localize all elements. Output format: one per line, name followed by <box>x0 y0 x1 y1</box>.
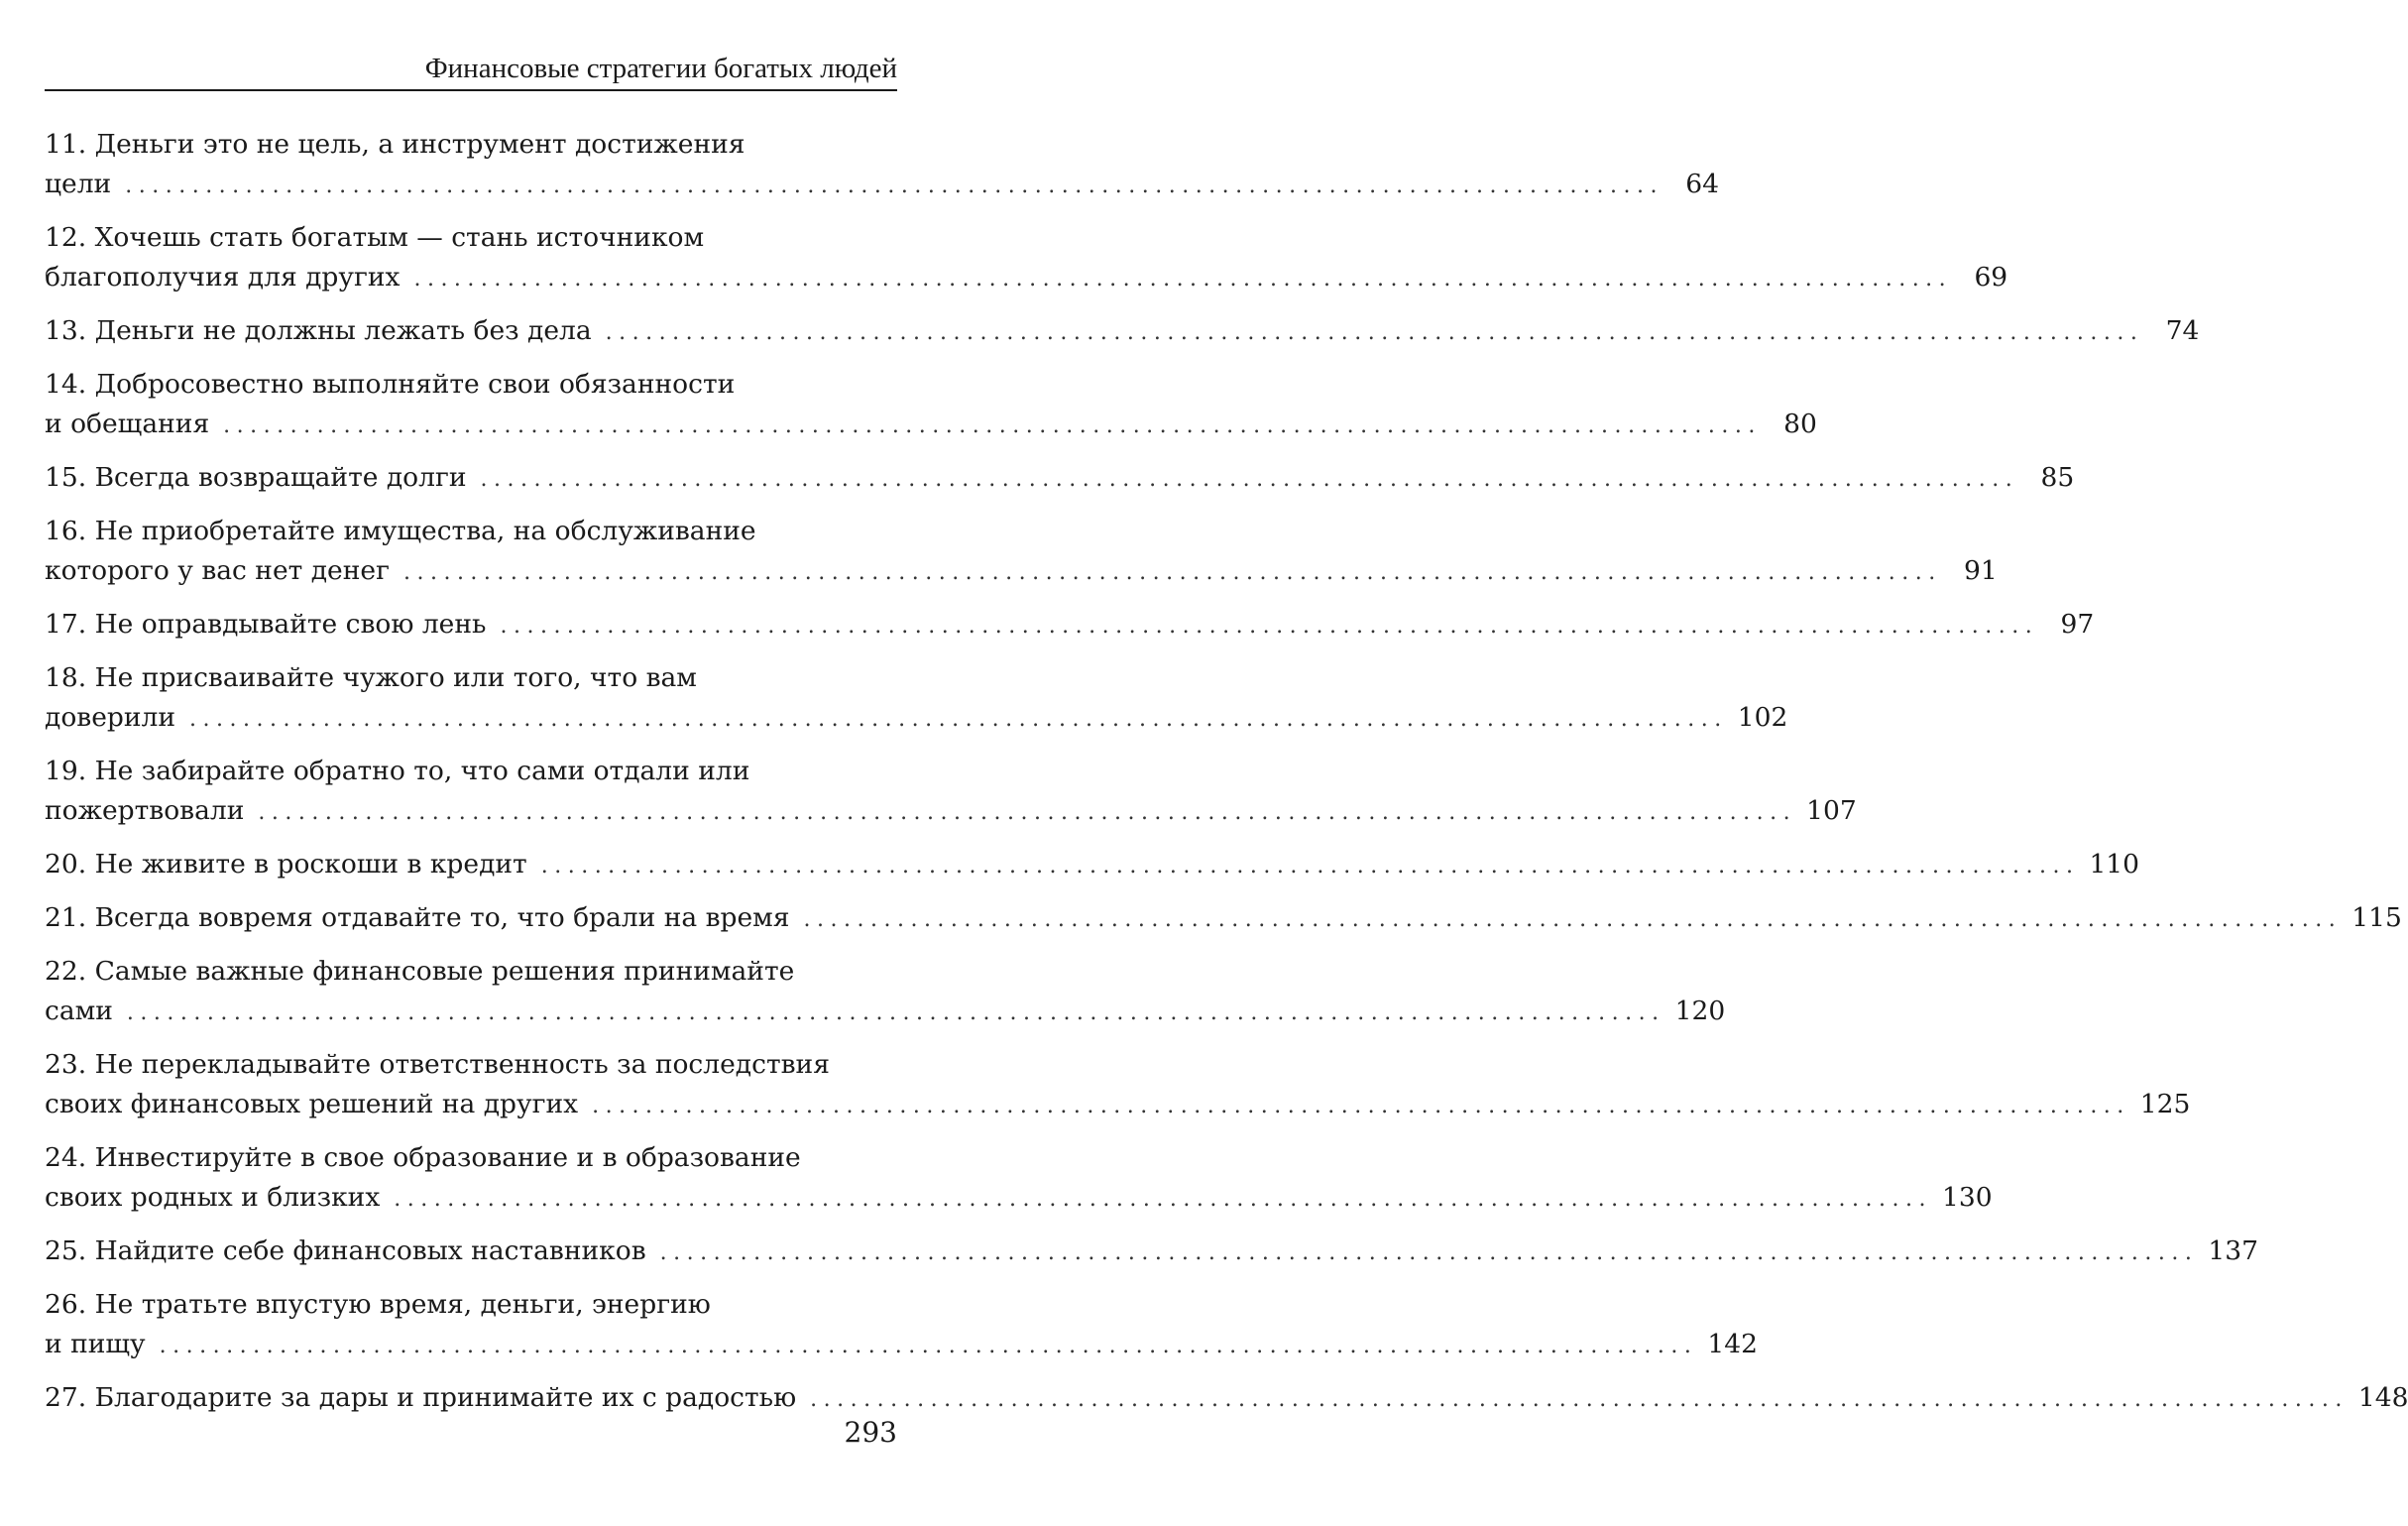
toc-page-number: 102 <box>1737 702 1788 733</box>
dot-leader: ................................................................................................................... <box>258 800 1797 825</box>
toc-entry[interactable] <box>45 125 1719 206</box>
toc-page-number: 80 <box>1783 409 1817 439</box>
toc-entry-title-line: 22. Самые важные финансовые решения принимайте <box>45 956 795 987</box>
toc-page-number: 64 <box>1685 169 1719 199</box>
table-of-contents <box>45 125 2408 1432</box>
toc-entry[interactable] <box>45 752 1857 833</box>
toc-entry-title-continuation: и пищу <box>45 1329 146 1359</box>
toc-entry[interactable] <box>45 1045 2191 1126</box>
toc-entry[interactable] <box>45 658 1788 740</box>
toc-entry-title-continuation: сами <box>45 996 113 1026</box>
toc-entry-title-continuation: своих родных и близких <box>45 1182 381 1213</box>
toc-entry-title-line: 11. Деньги это не цель, а инструмент достижения <box>45 129 745 160</box>
toc-entry-title-line: 24. Инвестируйте в свое образование и в образование <box>45 1142 801 1173</box>
toc-entry-title: 13. Деньги не должны лежать без дела <box>45 315 592 346</box>
toc-entry-title-continuation: своих финансовых решений на других <box>45 1089 579 1119</box>
toc-page-number: 91 <box>1963 555 1998 586</box>
toc-page-number: 85 <box>2040 462 2075 493</box>
toc-page-number: 130 <box>1941 1182 1993 1213</box>
dot-leader: ................................................................................................................... <box>659 1240 2199 1265</box>
toc-entry-title-line: 19. Не забирайте обратно то, что сами отдали или <box>45 756 750 786</box>
toc-entry-title: 15. Всегда возвращайте долги <box>45 462 467 493</box>
dot-leader: ................................................................................................................... <box>803 907 2343 932</box>
toc-entry-title: 25. Найдите себе финансовых наставников <box>45 1235 646 1266</box>
toc-entry[interactable] <box>45 898 2402 940</box>
toc-entry-title-continuation: и обещания <box>45 409 210 439</box>
toc-entry-title: 27. Благодарите за дары и принимайте их с радостью <box>45 1382 797 1413</box>
toc-entry[interactable] <box>45 1138 1993 1220</box>
dot-leader: ................................................................................................................... <box>159 1334 1698 1358</box>
toc-entry-title-line: 23. Не перекладывайте ответственность за последствия <box>45 1049 830 1080</box>
dot-leader: ................................................................................................................... <box>125 174 1663 198</box>
running-header <box>45 52 897 91</box>
toc-entry[interactable] <box>45 845 2140 886</box>
toc-entry-title-continuation: благополучия для других <box>45 262 401 293</box>
toc-entry[interactable] <box>45 1232 2258 1273</box>
dot-leader: ................................................................................................................... <box>223 413 1762 438</box>
toc-entry[interactable] <box>45 1285 1758 1366</box>
dot-leader: ................................................................................................................... <box>592 1094 2130 1118</box>
toc-entry[interactable] <box>45 218 2008 299</box>
toc-entry[interactable] <box>45 365 1817 446</box>
toc-entry[interactable] <box>45 311 2200 353</box>
toc-page-number: 120 <box>1674 996 1726 1026</box>
dot-leader: ................................................................................................................... <box>402 560 1942 585</box>
dot-leader: ................................................................................................................... <box>500 614 2039 639</box>
toc-page-number: 69 <box>1974 262 2008 293</box>
dot-leader: ................................................................................................................... <box>126 1000 1665 1025</box>
toc-entry-title-continuation: доверили <box>45 702 175 733</box>
dot-leader: ................................................................................................................... <box>605 320 2144 345</box>
toc-entry-title: 17. Не оправдывайте свою лень <box>45 609 487 640</box>
toc-page-number: 115 <box>2351 902 2402 933</box>
dot-leader: ................................................................................................................... <box>413 267 1953 292</box>
toc-entry[interactable] <box>45 605 2095 646</box>
toc-page-number: 148 <box>2357 1382 2408 1413</box>
toc-entry-title-continuation: цели <box>45 169 112 199</box>
toc-entry-title: 21. Всегда вовремя отдавайте то, что брали на время <box>45 902 790 933</box>
toc-entry-title: 20. Не живите в роскоши в кредит <box>45 849 527 880</box>
toc-page-number: 97 <box>2060 609 2095 640</box>
toc-entry[interactable] <box>45 952 1726 1033</box>
toc-entry[interactable] <box>45 1378 2408 1420</box>
dot-leader: ................................................................................................................... <box>394 1187 1932 1212</box>
toc-entry-title-line: 12. Хочешь стать богатым — стань источником <box>45 222 705 253</box>
toc-page-number: 142 <box>1707 1329 1758 1359</box>
running-header-title: Финансовые стратегии богатых людей <box>424 53 897 84</box>
toc-entry-title-line: 26. Не тратьте впустую время, деньги, энергию <box>45 1289 711 1320</box>
toc-entry-title-line: 18. Не присваивайте чужого или того, что вам <box>45 662 697 693</box>
toc-entry[interactable] <box>45 458 2075 500</box>
toc-page-number: 125 <box>2139 1089 2191 1119</box>
toc-entry-title-continuation: которого у вас нет денег <box>45 555 390 586</box>
dot-leader: ................................................................................................................... <box>810 1387 2349 1412</box>
dot-leader: ................................................................................................................... <box>540 854 2080 879</box>
toc-page-number: 137 <box>2208 1235 2258 1266</box>
dot-leader: ................................................................................................................... <box>480 467 2019 492</box>
toc-entry-title-line: 16. Не приобретайте имущества, на обслуживание <box>45 516 756 546</box>
page-number-folio: 293 <box>844 1416 897 1449</box>
toc-entry-title-continuation: пожертвовали <box>45 795 245 826</box>
toc-page-number: 107 <box>1806 795 1857 826</box>
dot-leader: ................................................................................................................... <box>189 707 1728 732</box>
toc-entry[interactable] <box>45 512 1998 593</box>
toc-entry-title-line: 14. Добросовестно выполняйте свои обязанности <box>45 369 736 400</box>
toc-page-number: 74 <box>2165 315 2200 346</box>
toc-page-number: 110 <box>2089 849 2140 880</box>
